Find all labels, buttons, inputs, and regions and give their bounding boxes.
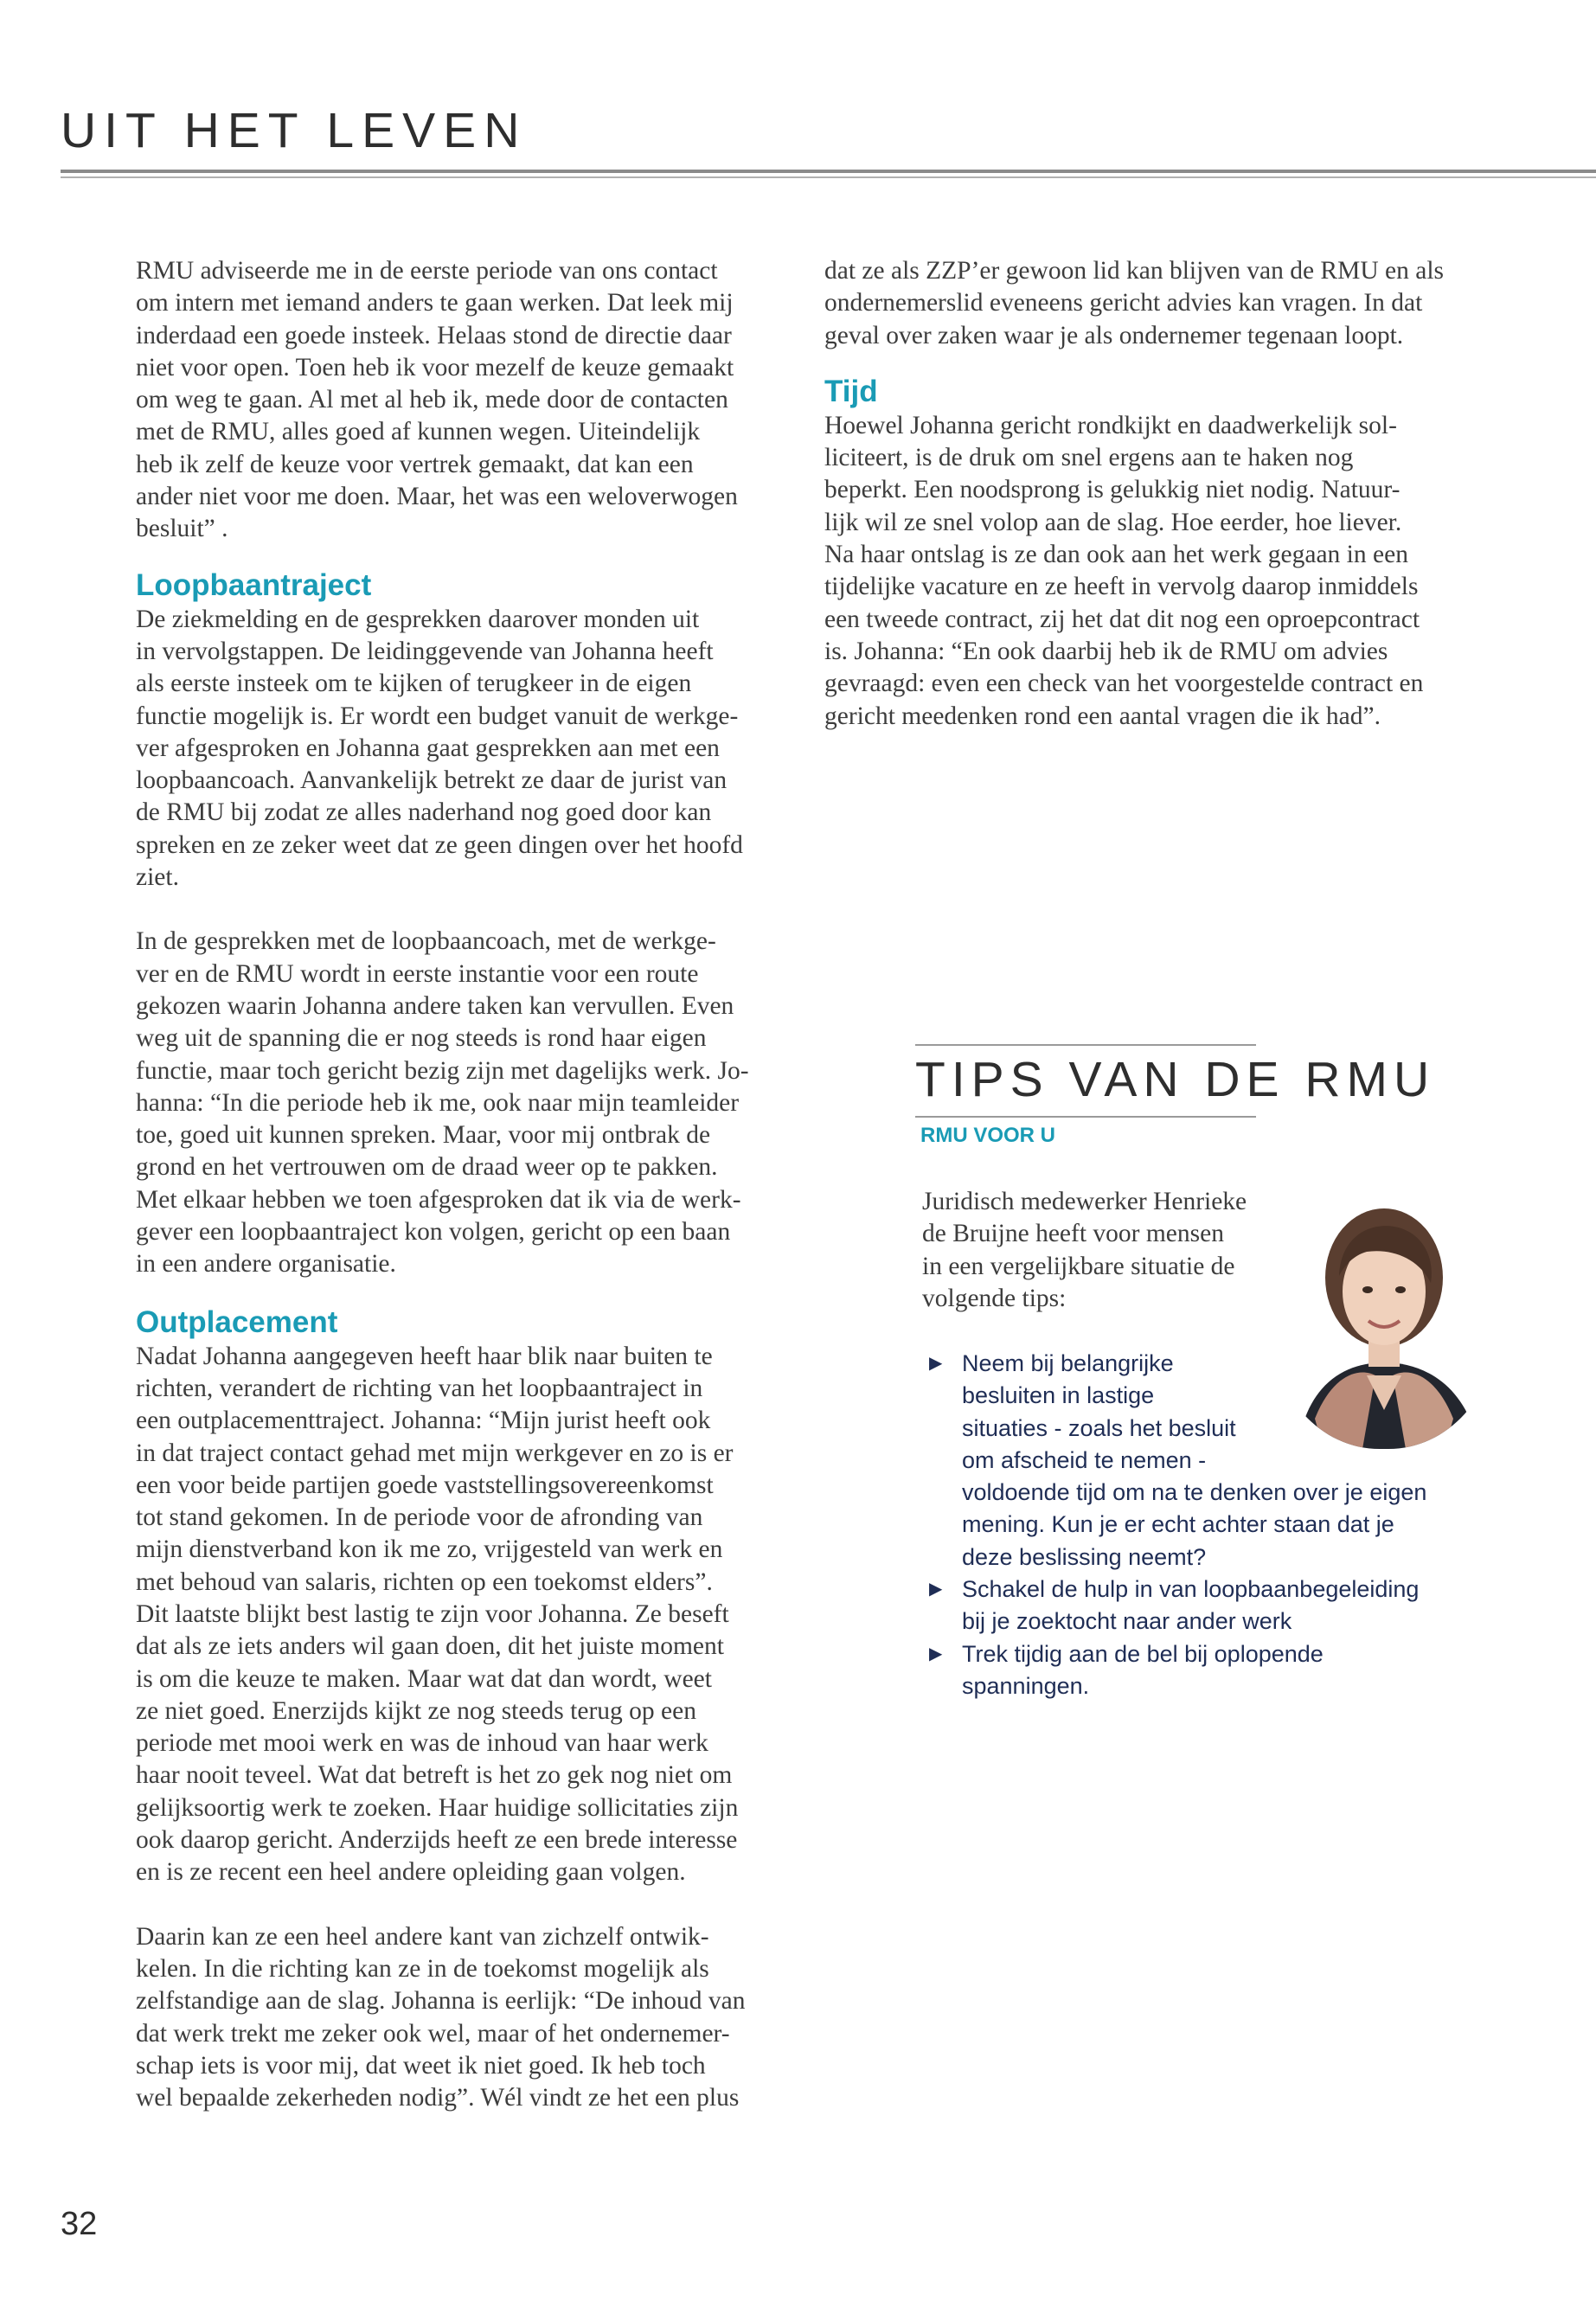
right-column: [824, 255, 1508, 733]
section-header: UIT HET LEVEN: [61, 103, 528, 158]
triangle-right-icon: ▶: [929, 1644, 943, 1663]
tip-text: Trek tijdig aan de bel bij oplopende spanningen.: [962, 1640, 1324, 1699]
paragraph: De ziekmelding en de gesprekken daarover monden uit in vervolgstappen. De leidinggevende van Johanna heeft als eerste insteek om te kijken of terugkeer in de eigen functie mogelijk is. Er wordt een budget vanuit de werkge- ver afgesproken en Johanna gaat gesprekken aan met een loopbaancoach. Aanvankelijk betrekt ze daar de jurist van de RMU bij zodat ze alles naderhand nog goed door kan spreken en ze zeker weet dat ze geen dingen over het hoofd ziet.: [136, 605, 743, 892]
paragraph: Nadat Johanna aangegeven heeft haar blik naar buiten te richten, verandert de richting van het loopbaantraject in een outplacementtraject. Johanna: “Mijn jurist heeft ook in dat traject contact gehad met mijn werkgever en zo is er een voor beide partijen goede vaststellingsovereenkomst tot stand gekomen. In de periode voor de afronding van mijn dienstverband kon ik me zo, vrijgesteld van werk en met behoud van salaris, richten op een toekomst elders”. Dit laatste blijkt best lastig te zijn voor Johanna. Ze beseft dat als ze iets anders wil gaan doen, dit het juiste moment is om die keuze te maken. Maar wat dat dan wordt, weet ze niet goed. Enerzijds kijkt ze nog steeds terug op een periode met mooi werk en was de inhoud van haar werk haar nooit teveel. Wat dat betreft is het zo gek nog niet om gelijksoortig werk te zoeken. Haar huidige sollicitaties zijn ook daarop gericht. Anderzijds heeft ze een brede interesse en is ze recent een heel andere opleiding gaan volgen.: [136, 1342, 739, 1887]
tips-bottom-rule: [915, 1116, 1256, 1118]
tips-list: [929, 1348, 1483, 1702]
tips-intro: Juridisch medewerker Henrieke de Bruijne heeft voor mensen in een vergelijkbare situatie de volgende tips:: [922, 1188, 1247, 1312]
subheading-tijd: Tijd: [824, 374, 878, 408]
tip-text: Neem bij belangrijke besluiten in lastige situaties - zoals het besluit om afscheid te nemen - voldoende tijd om na te denken over je eigen mening. Kun je er echt achter staan dat je deze beslissing neemt?: [962, 1350, 1427, 1570]
triangle-right-icon: ▶: [929, 1354, 943, 1373]
tips-top-rule: [915, 1044, 1256, 1046]
tip-item: [929, 1638, 1483, 1703]
tips-title: TIPS VAN DE RMU: [915, 1052, 1436, 1107]
header-rule-thin: [61, 176, 1596, 178]
paragraph: dat ze als ZZP’er gewoon lid kan blijven van de RMU en als ondernemerslid eveneens gericht advies kan vragen. In dat geval over zaken waar je als ondernemer tegenaan loopt.: [824, 257, 1445, 349]
triangle-right-icon: ▶: [929, 1580, 943, 1599]
page-number: 32: [61, 2206, 98, 2242]
paragraph: In de gesprekken met de loopbaancoach, met de werkge- ver en de RMU wordt in eerste instantie voor een route gekozen waarin Johanna andere taken kan vervullen. Even weg uit de spanning die er nog steeds is rond haar eigen functie, maar toch gericht bezig zijn met dagelijks werk. Jo- hanna: “In die periode heb ik me, ook naar mijn teamleider toe, goed uit kunnen spreken. Maar, voor mij ontbrak de grond en het vertrouwen om de draad weer op te pakken. Met elkaar hebben we toen afgesproken dat ik via de werk- gever een loopbaantraject kon volgen, gericht op een baan in een andere organisatie.: [136, 927, 749, 1279]
paragraph: Hoewel Johanna gericht rondkijkt en daadwerkelijk sol- liciteert, is de druk om snel ergens aan te haken nog beperkt. Een noodsprong is gelukkig niet nodig. Natuur- lijk wil ze snel volop aan de slag. Hoe eerder, hoe liever. Na haar ontslag is ze dan ook aan het werk gegaan in een tijdelijke vacature en ze heeft in vervolg daarop inmiddels een tweede contract, zij het dat dit nog een oproepcontract is. Johanna: “En ook daarbij heb ik de RMU om advies gevraagd: even een check van het voorgestelde contract en gericht meedenken rond een aantal vragen die ik had”.: [824, 411, 1424, 730]
subheading-outplacement: Outplacement: [136, 1304, 338, 1339]
tip-text: Schakel de hulp in van loopbaanbegeleiding bij je zoektocht naar ander werk: [962, 1576, 1420, 1635]
header-rule-thick: [61, 170, 1596, 173]
tips-subtitle: RMU VOOR U: [920, 1124, 1055, 1147]
paragraph: RMU adviseerde me in de eerste periode van ons contact om intern met iemand anders te gaan werken. Dat leek mij inderdaad een goede insteek. Helaas stond de directie daar niet voor open. Toen heb ik voor mezelf de keuze gemaakt om weg te gaan. Al met al heb ik, mede door de contacten met de RMU, alles goed af kunnen wegen. Uiteindelijk heb ik zelf de keuze voor vertrek gemaakt, dat kan een ander niet voor me doen. Maar, het was een weloverwogen besluit” .: [136, 257, 738, 543]
tip-item: [929, 1574, 1483, 1638]
tip-item: [929, 1348, 1483, 1574]
subheading-loopbaantraject: Loopbaantraject: [136, 567, 372, 602]
paragraph: Daarin kan ze een heel andere kant van zichzelf ontwik- kelen. In die richting kan ze in de toekomst mogelijk als zelfstandige aan de slag. Johanna is eerlijk: “De inhoud van dat werk trekt me zeker ook wel, maar of het ondernemer- schap iets is voor mij, dat weet ik niet goed. Ik heb toch wel bepaalde zekerheden nodig”. Wél vindt ze het een plus: [136, 1922, 746, 2112]
left-column: [136, 255, 785, 2114]
